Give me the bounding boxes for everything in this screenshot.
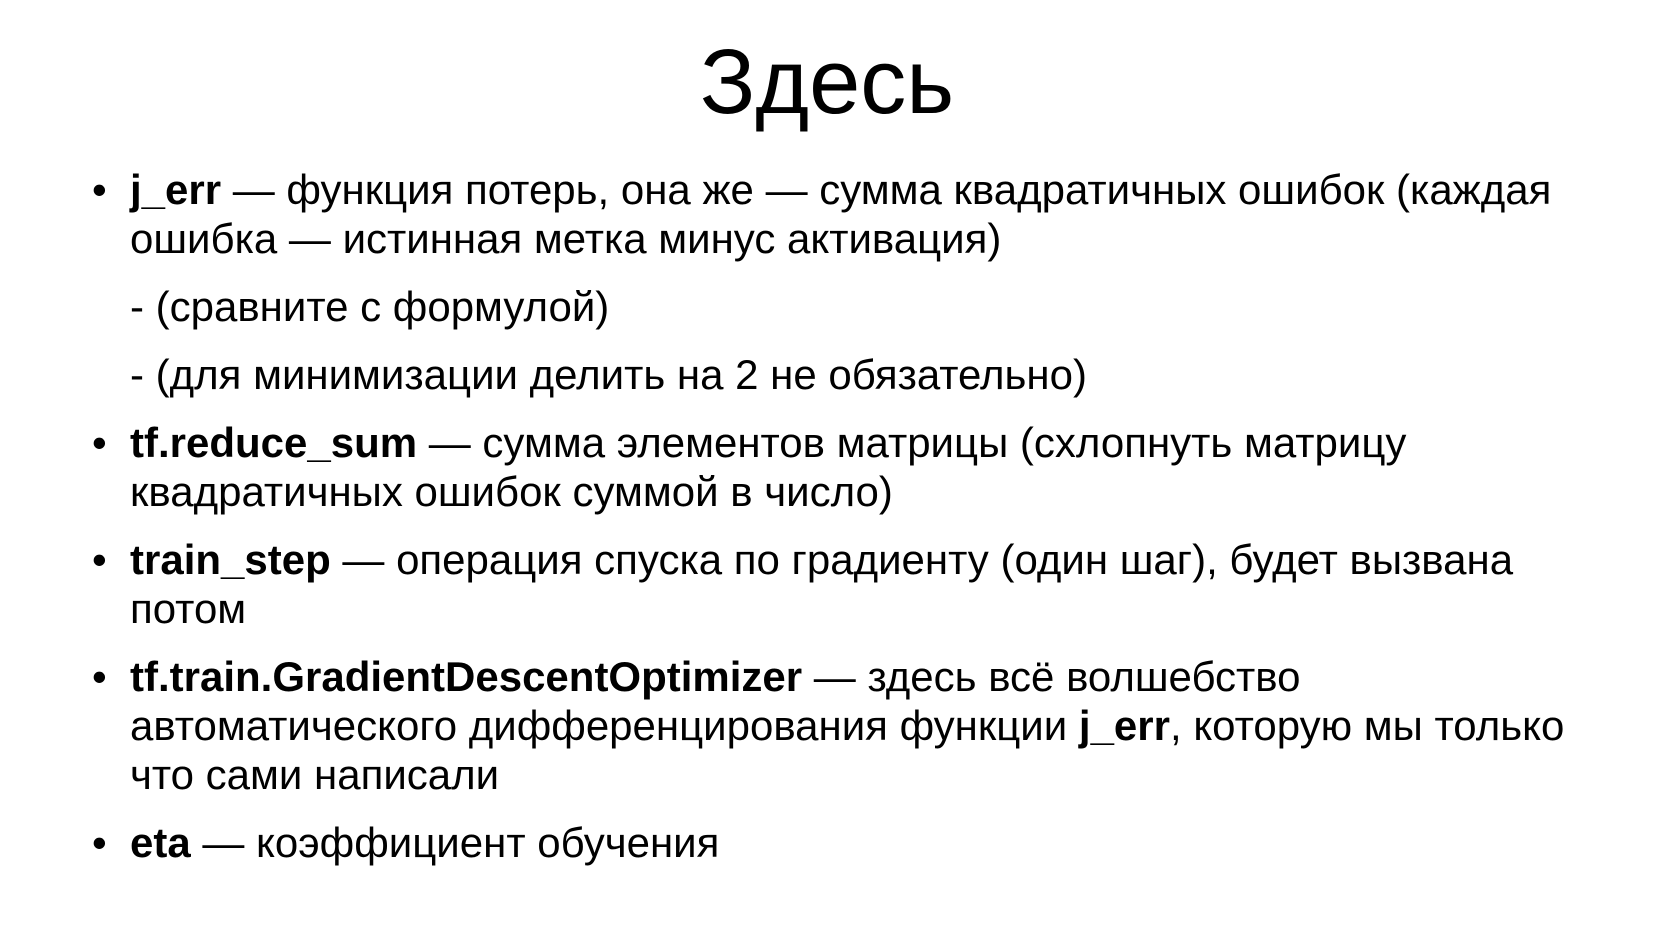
slide-title: Здесь xyxy=(699,31,955,133)
item-text: — коэффициент обучения xyxy=(190,819,720,866)
term-eta: eta xyxy=(130,819,191,866)
bullet-marker: • xyxy=(92,166,107,213)
bullet-marker: • xyxy=(92,536,107,583)
term-j-err: j_err xyxy=(130,166,222,213)
term-optimizer: tf.train.GradientDescentOptimizer xyxy=(130,653,803,700)
bullet-item-reduce-sum xyxy=(92,418,1582,516)
bullet-item-optimizer xyxy=(92,652,1582,799)
item-text: , которую мы только что сами написали xyxy=(130,702,1565,798)
bullet-item-train-step xyxy=(92,535,1582,633)
term-reduce-sum: tf.reduce_sum xyxy=(130,419,418,466)
bullet-marker: • xyxy=(92,419,107,466)
item-text: — сумма элементов матрицы (схлопнуть матрицу квадратичных ошибок суммой в число) xyxy=(130,419,1407,515)
term-train-step: train_step xyxy=(130,536,331,583)
bullet-item-j-err xyxy=(92,165,1582,263)
inline-term-j-err: j_err xyxy=(1078,702,1170,749)
sub-note-compare-formula: - (сравните с формулой) xyxy=(130,283,610,330)
sub-note-divide-by-two: - (для минимизации делить на 2 не обязательно) xyxy=(130,351,1087,398)
bullet-marker: • xyxy=(92,653,107,700)
item-text: — здесь всё волшебство автоматического дифференцирования функции xyxy=(130,653,1301,749)
item-text: — функция потерь, она же — сумма квадратичных ошибок (каждая ошибка — истинная метка минус активация) xyxy=(130,166,1552,262)
bullet-list xyxy=(92,165,1582,867)
bullet-item-eta xyxy=(92,818,1582,867)
item-text: — операция спуска по градиенту (один шаг), будет вызвана потом xyxy=(130,536,1514,632)
bullet-marker: • xyxy=(92,819,107,866)
